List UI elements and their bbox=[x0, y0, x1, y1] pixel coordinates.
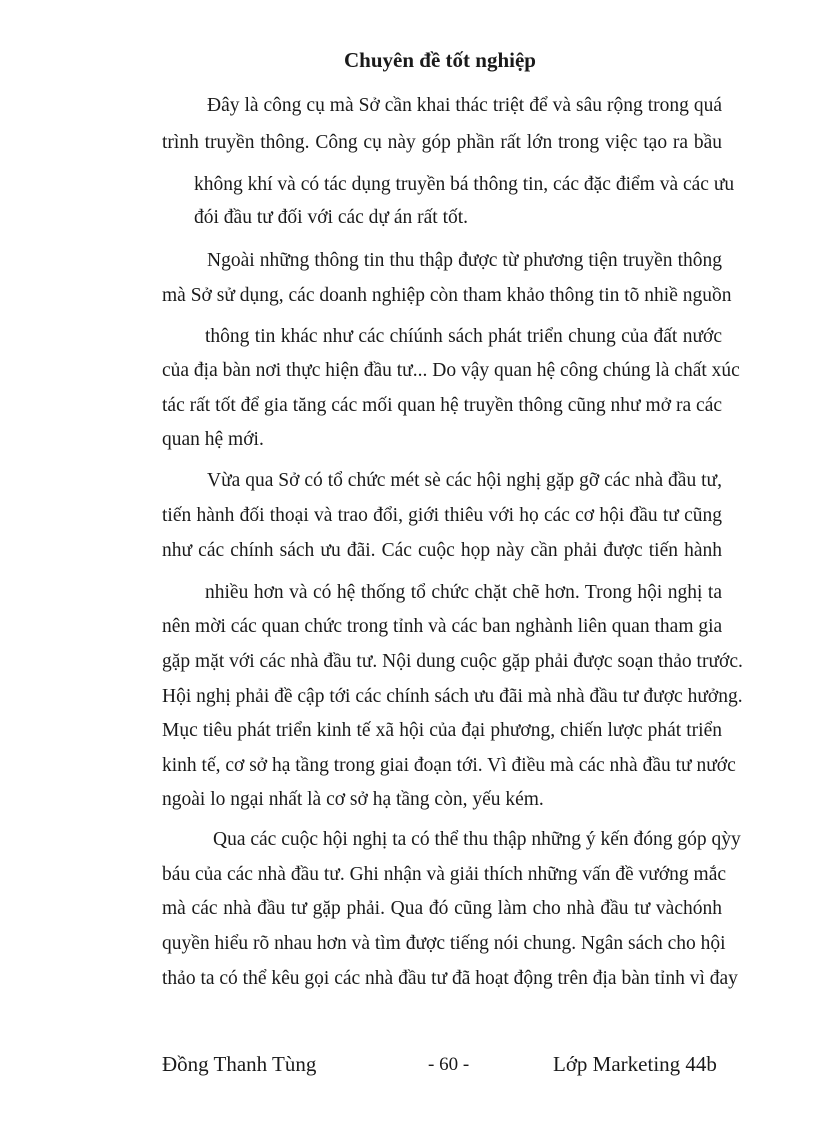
text-line: gặp mặt với các nhà đầu tư. Nội dung cuộc gặp phải được soạn thảo trước. bbox=[162, 651, 743, 672]
text-line: Ngoài những thông tin thu thập được từ phương tiện truyền thông bbox=[207, 250, 722, 271]
text-line: trình truyền thông. Công cụ này góp phần rất lớn trong việc tạo ra bầu bbox=[162, 132, 722, 153]
page-number: - 60 - bbox=[428, 1054, 470, 1075]
text-line: quyền hiểu rõ nhau hơn và tìm được tiếng nói chung. Ngân sách cho hội bbox=[162, 933, 726, 954]
text-line: thảo ta có thể kêu gọi các nhà đầu tư đã hoạt động trên địa bàn tỉnh vì đay bbox=[162, 968, 738, 989]
text-line: như các chính sách ưu đãi. Các cuộc họp này cần phải được tiến hành bbox=[162, 540, 722, 561]
text-line: Hội nghị phải đề cập tới các chính sách ưu đãi mà nhà đầu tư được hưởng. bbox=[162, 686, 743, 707]
text-line: Qua các cuộc hội nghị ta có thể thu thập những ý kến đóng góp qỳy bbox=[213, 829, 741, 850]
class-name: Lớp Marketing 44b bbox=[553, 1052, 717, 1076]
text-line: nên mời các quan chức trong tỉnh và các ban nghành liên quan tham gia bbox=[162, 616, 723, 637]
text-line: nhiều hơn và có hệ thống tổ chức chặt chẽ hơn. Trong hội nghị ta bbox=[205, 582, 722, 603]
text-line: mà các nhà đầu tư gặp phải. Qua đó cũng làm cho nhà đầu tư vàchónh bbox=[162, 898, 722, 919]
text-line: ngoài lo ngại nhất là cơ sở hạ tầng còn, yếu kém. bbox=[162, 789, 544, 810]
text-line: mà Sở sử dụng, các doanh nghiệp còn tham khảo thông tin tõ nhiề nguồn bbox=[162, 285, 732, 306]
text-line: Đây là công cụ mà Sở cần khai thác triệt để và sâu rộng trong quá bbox=[207, 95, 722, 116]
page-title: Chuyên đề tốt nghiệp bbox=[344, 48, 536, 72]
text-line: kinh tế, cơ sở hạ tầng trong giai đoạn tới. Vì điều mà các nhà đầu tư nước bbox=[162, 755, 736, 776]
text-line: không khí và có tác dụng truyền bá thông tin, các đặc điểm và các ưu bbox=[194, 174, 735, 195]
text-line: Mục tiêu phát triển kinh tế xã hội của đại phương, chiến lược phát triển bbox=[162, 720, 722, 741]
text-line: báu của các nhà đầu tư. Ghi nhận và giải thích những vấn đề vướng mắc bbox=[162, 864, 727, 885]
text-line: tác rất tốt để gia tăng các mối quan hệ truyền thông cũng như mở ra các bbox=[162, 395, 722, 416]
text-line: của địa bàn nơi thực hiện đầu tư... Do vậy quan hệ công chúng là chất xúc bbox=[162, 360, 740, 381]
text-line: thông tin khác như các chíúnh sách phát triển chung của đất nước bbox=[205, 326, 722, 347]
author-name: Đồng Thanh Tùng bbox=[162, 1052, 317, 1076]
text-line: đói đầu tư đối với các dự án rất tốt. bbox=[194, 207, 469, 228]
text-line: Vừa qua Sở có tổ chức mét sè các hội nghị gặp gỡ các nhà đầu tư, bbox=[207, 470, 722, 491]
text-line: quan hệ mới. bbox=[162, 429, 264, 450]
text-line: tiến hành đối thoại và trao đổi, giới thiêu với họ các cơ hội đầu tư cũng bbox=[162, 505, 722, 526]
